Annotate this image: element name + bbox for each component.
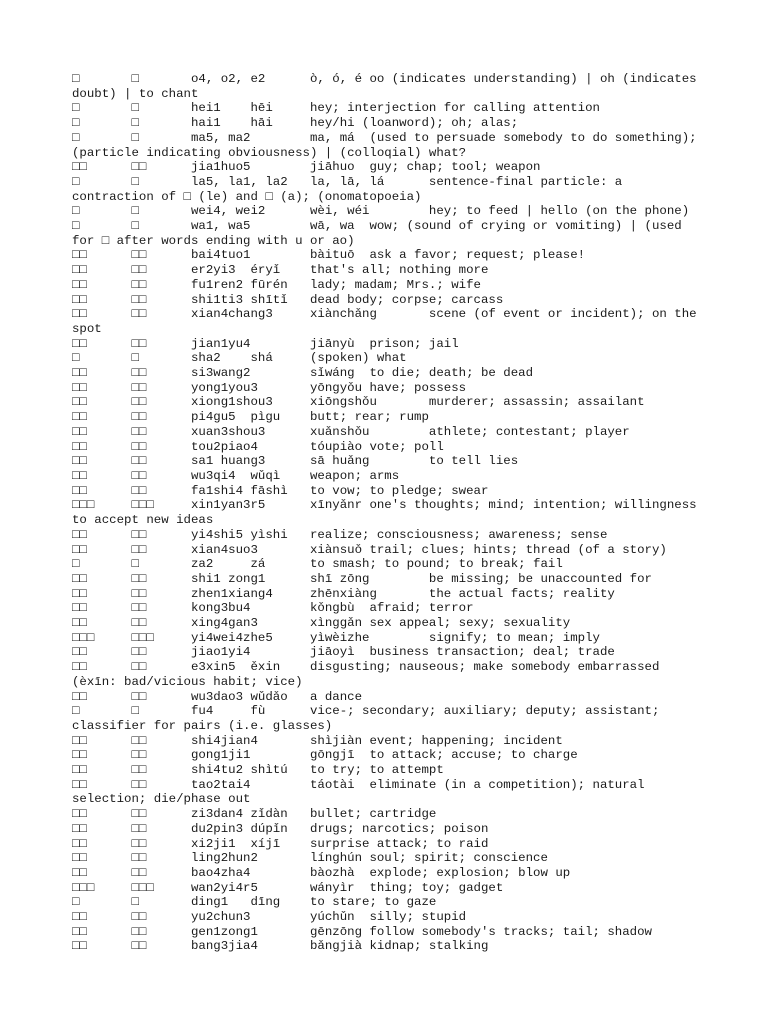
vocabulary-entry: □□ □□ jiao1yi4 jiāoyì business transaction; deal; trade — [72, 645, 615, 660]
vocabulary-entry: □□ □□ tou2piao4 tóupiào vote; poll — [72, 439, 444, 454]
vocabulary-entry: □□ □□ jia1huo5 jiāhuo guy; chap; tool; weapon — [72, 160, 541, 175]
vocabulary-entry: □ □ o4, o2, e2 ò, ó, é oo (indicates understanding) | oh (indicates doubt) | to chant — [72, 72, 705, 101]
vocabulary-document — [72, 72, 705, 954]
vocabulary-entry: □□ □□ xi2ji1 xíjī surprise attack; to raid — [72, 836, 489, 851]
vocabulary-entry: □□□ □□□ yi4wei4zhe5 yìwèizhe signify; to mean; imply — [72, 630, 600, 645]
vocabulary-entry: □□ □□ e3xin5 ěxin disgusting; nauseous; make somebody embarrassed (èxīn: bad/vicious habit; vice) — [72, 660, 667, 689]
vocabulary-entry: □ □ fu4 fù vice-; secondary; auxiliary; deputy; assistant; classifier for pairs (i.e. glasses) — [72, 704, 667, 733]
vocabulary-entry: □ □ za2 zá to smash; to pound; to break; fail — [72, 557, 563, 572]
vocabulary-entry: □□ □□ pi4gu5 pìgu butt; rear; rump — [72, 410, 429, 425]
vocabulary-entry: □ □ ding1 dīng to stare; to gaze — [72, 895, 437, 910]
vocabulary-entry: □□□ □□□ wan2yi4r5 wányìr thing; toy; gadget — [72, 880, 504, 895]
vocabulary-entry: □□ □□ shi1 zong1 shī zōng be missing; be unaccounted for — [72, 571, 652, 586]
vocabulary-entry: □ □ wa1, wa5 wā, wa wow; (sound of crying or vomiting) | (used for □ after words ending with u or ao) — [72, 219, 690, 248]
vocabulary-entry: □□ □□ gong1ji1 gōngjī to attack; accuse; to charge — [72, 748, 578, 763]
vocabulary-entry: □ □ wei4, wei2 wèi, wéi hey; to feed | hello (on the phone) — [72, 204, 690, 219]
vocabulary-entry: □□□ □□□ xin1yan3r5 xīnyǎnr one's thoughts; mind; intention; willingness to accept new ideas — [72, 498, 705, 528]
vocabulary-entry: □□ □□ xian4chang3 xiànchǎng scene (of event or incident); on the spot — [72, 307, 705, 336]
vocabulary-entry: □□ □□ tao2tai4 táotài eliminate (in a competition); natural selection; die/phase out — [72, 777, 652, 807]
vocabulary-entry: □□ □□ ling2hun2 línghún soul; spirit; conscience — [72, 851, 548, 866]
vocabulary-entry: □□ □□ yu2chun3 yúchǔn silly; stupid — [72, 910, 467, 925]
vocabulary-entry: □□ □□ zi3dan4 zǐdàn bullet; cartridge — [72, 807, 437, 822]
vocabulary-entry: □□ □□ jian1yu4 jiānyù prison; jail — [72, 336, 459, 351]
vocabulary-entry: □□ □□ du2pin3 dúpǐn drugs; narcotics; poison — [72, 821, 489, 836]
vocabulary-entry: □□ □□ yong1you3 yōngyǒu have; possess — [72, 380, 467, 395]
vocabulary-entry: □□ □□ gen1zong1 gēnzōng follow somebody's tracks; tail; shadow — [72, 924, 652, 939]
vocabulary-entry: □ □ hai1 hāi hey/hi (loanword); oh; alas; — [72, 116, 519, 131]
vocabulary-entry: □□ □□ xuan3shou3 xuǎnshǒu athlete; contestant; player — [72, 424, 630, 439]
vocabulary-entry: □□ □□ xing4gan3 xìnggǎn sex appeal; sexy; sexuality — [72, 616, 571, 631]
vocabulary-entry: □□ □□ fu1ren2 fūrén lady; madam; Mrs.; wife — [72, 277, 481, 292]
vocabulary-entry: □□ □□ shi1ti3 shītǐ dead body; corpse; carcass — [72, 292, 504, 307]
vocabulary-entry: □□ □□ shi4tu2 shìtú to try; to attempt — [72, 763, 444, 778]
vocabulary-entry: □□ □□ bang3jia4 bǎngjià kidnap; stalking — [72, 939, 489, 954]
vocabulary-entry: □□ □□ shi4jian4 shìjiàn event; happening; incident — [72, 733, 563, 748]
vocabulary-entry: □□ □□ bai4tuo1 bàituō ask a favor; request; please! — [72, 248, 586, 263]
vocabulary-entry: □□ □□ wu3qi4 wǔqì weapon; arms — [72, 468, 400, 483]
vocabulary-entry: □□ □□ er2yi3 éryǐ that's all; nothing more — [72, 263, 489, 278]
vocabulary-entry: □ □ hei1 hēi hey; interjection for calling attention — [72, 101, 600, 116]
vocabulary-entry: □□ □□ fa1shi4 fāshì to vow; to pledge; swear — [72, 483, 489, 498]
vocabulary-entry: □ □ sha2 shá (spoken) what — [72, 351, 407, 366]
vocabulary-entry: □□ □□ yi4shi5 yìshi realize; consciousness; awareness; sense — [72, 527, 608, 542]
vocabulary-entry: □□ □□ zhen1xiang4 zhēnxiàng the actual facts; reality — [72, 586, 615, 601]
vocabulary-entry: □□ □□ si3wang2 sǐwáng to die; death; be dead — [72, 366, 534, 381]
vocabulary-entry: □□ □□ wu3dao3 wǔdǎo a dance — [72, 689, 363, 704]
vocabulary-entry: □□ □□ sa1 huang3 sā huǎng to tell lies — [72, 454, 519, 469]
vocabulary-entry: □ □ ma5, ma2 ma, má (used to persuade somebody to do something); (particle indicating obviousness) | (colloqial) what? — [72, 130, 705, 160]
vocabulary-entry: □ □ la5, la1, la2 la, lā, lá sentence-final particle: a contraction of □ (le) and □ (a); (onomatopoeia) — [72, 174, 630, 204]
vocabulary-entry: □□ □□ bao4zha4 bàozhà explode; explosion; blow up — [72, 865, 571, 880]
vocabulary-entry: □□ □□ xian4suo3 xiànsuǒ trail; clues; hints; thread (of a story) — [72, 542, 667, 557]
vocabulary-entry: □□ □□ kong3bu4 kǒngbù afraid; terror — [72, 601, 474, 616]
vocabulary-entry: □□ □□ xiong1shou3 xiōngshǒu murderer; assassin; assailant — [72, 395, 645, 410]
